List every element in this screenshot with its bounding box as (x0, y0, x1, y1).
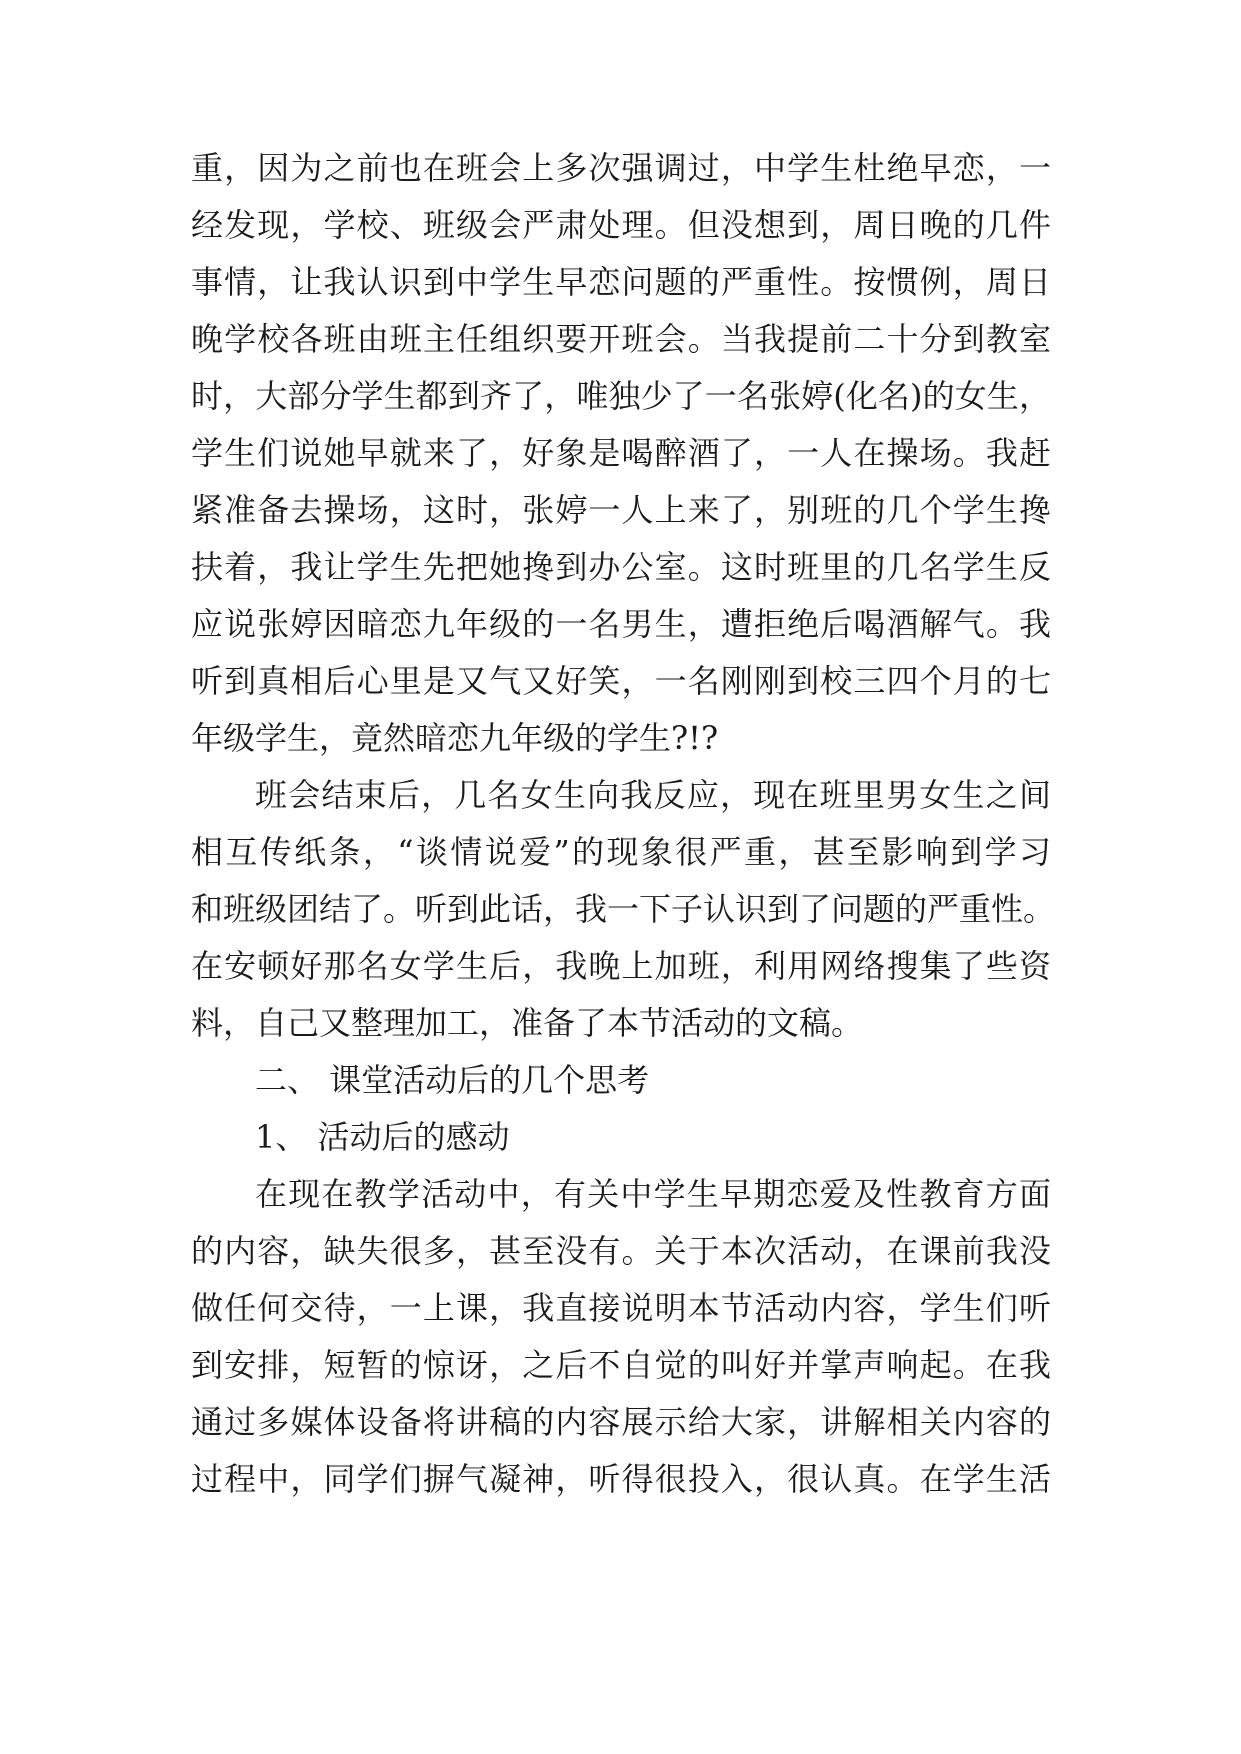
text-line: 扶着，我让学生先把她搀到办公室。这时班里的几名学生反 (191, 548, 1051, 586)
text-line: 听到真相后心里是又气又好笑，一名刚刚到校三四个月的七 (191, 662, 1051, 700)
text-line: 应说张婷因暗恋九年级的一名男生，遭拒绝后喝酒解气。我 (191, 605, 1051, 643)
paragraph-first-line: 在现在教学活动中，有关中学生早期恋爱及性教育方面 (255, 1175, 1051, 1213)
text-line: 相互传纸条，“谈情说爱”的现象很严重，甚至影响到学习 (191, 833, 1051, 871)
text-line: 在安顿好那名女学生后，我晚上加班，利用网络搜集了些资 (191, 947, 1051, 985)
text-line: 的内容，缺失很多，甚至没有。关于本次活动，在课前我没 (191, 1232, 1051, 1270)
text-line: 晚学校各班由班主任组织要开班会。当我提前二十分到教室 (191, 320, 1051, 358)
paragraph-first-line: 班会结束后，几名女生向我反应，现在班里男女生之间 (255, 776, 1051, 814)
text-line: 做任何交待，一上课，我直接说明本节活动内容，学生们听 (191, 1289, 1051, 1327)
text-line: 学生们说她早就来了，好象是喝醉酒了，一人在操场。我赶 (191, 434, 1051, 472)
section-heading: 二、 课堂活动后的几个思考 (255, 1061, 650, 1099)
text-line: 通过多媒体设备将讲稿的内容展示给大家，讲解相关内容的 (191, 1403, 1051, 1441)
text-line: 重，因为之前也在班会上多次强调过，中学生杜绝早恋，一 (191, 149, 1051, 187)
text-line: 料，自己又整理加工，准备了本节活动的文稿。 (191, 1004, 864, 1042)
text-line: 过程中，同学们摒气凝神，听得很投入，很认真。在学生活 (191, 1460, 1051, 1498)
text-line: 年级学生，竟然暗恋九年级的学生?!? (191, 719, 719, 757)
text-line: 和班级团结了。听到此话，我一下子认识到了问题的严重性。 (191, 890, 1056, 928)
text-line: 经发现，学校、班级会严肃处理。但没想到，周日晚的几件 (191, 206, 1051, 244)
text-line: 到安排，短暂的惊讶，之后不自觉的叫好并掌声响起。在我 (191, 1346, 1051, 1384)
text-line: 紧准备去操场，这时，张婷一人上来了，别班的几个学生搀 (191, 491, 1051, 529)
text-line: 事情，让我认识到中学生早恋问题的严重性。按惯例，周日 (191, 263, 1051, 301)
text-line: 时，大部分学生都到齐了，唯独少了一名张婷(化名)的女生， (191, 377, 1051, 415)
subsection-heading: 1、 活动后的感动 (255, 1118, 510, 1156)
